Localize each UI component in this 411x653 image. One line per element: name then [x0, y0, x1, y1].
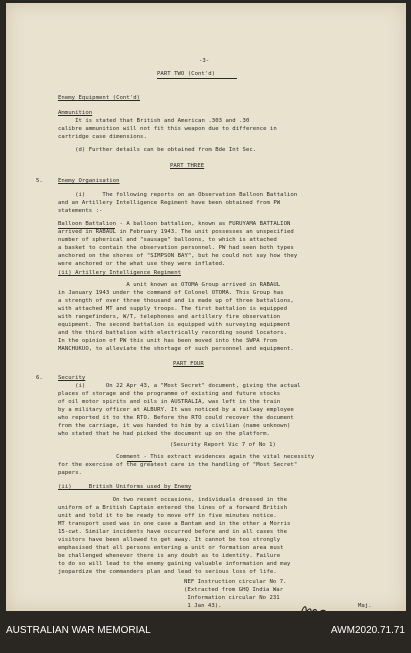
artillery-line: with attached MT and supply troops. The first battalion is equipped — [58, 306, 287, 312]
signoff-title: B M 4 Aust Inf Bde. — [302, 611, 367, 617]
artillery-line: equipment. The second battalion is equipped with surveying equipment — [58, 322, 291, 328]
ammunition-line: (d) Further details can be obtained from Bde Int Sec. — [58, 147, 257, 153]
security-heading: Security — [58, 375, 86, 381]
balloon-line: Balloon Battalion - A balloon battalion, known as FURUYAMA BATTALION — [58, 221, 291, 227]
part-four-heading: PART FOUR — [173, 361, 204, 367]
artillery-line: A unit known as OTOMA Group arrived in RABAUL — [58, 282, 281, 288]
section-6-number: 6. — [36, 375, 43, 381]
artillery-heading: (ii) Artillery Intelligence Regiment — [58, 270, 182, 276]
footer-accession-number: AWM2020.71.71 — [330, 625, 405, 636]
uniforms-line: On two recent occasions, individuals dressed in the — [58, 497, 287, 503]
uniforms-line: jeopardize the commanders plan and lead to serious loss of life. — [58, 569, 277, 575]
balloon-line: anchored on the shores of "SIMPSON BAY", but he could not say how they — [58, 253, 298, 259]
uniforms-line: be challenged whenever there is any doubt as to identity. Failure — [58, 553, 281, 559]
security-line: of oil motor spirits and oils in AUSTRALIA, was left in the train — [58, 399, 281, 405]
section-5-number: 5. — [36, 178, 43, 184]
reference-line: Information circular No 231 — [184, 595, 280, 601]
organisation-intro-line: statements :- — [58, 208, 103, 214]
security-source: (Security Report Vic 7 of No 1) — [170, 442, 276, 448]
organisation-intro-line: (i) The following reports on an Observation Balloon Battalion — [58, 192, 298, 198]
uniforms-line: 15-cwt. Similar incidents have occurred before and in all cases the — [58, 529, 287, 535]
part-two-heading: PART TWO (Cont'd) — [157, 71, 216, 77]
part-two-underline — [157, 78, 237, 79]
reference-line: NEF Instruction circular No 7. — [184, 579, 287, 585]
ammunition-heading: Ammunition — [58, 110, 93, 116]
security-line: by a military officer at ALBURY. It was noticed by a railway employee — [58, 407, 294, 413]
enemy-equipment-heading: Enemy Equipment (Cont'd) — [58, 95, 141, 101]
ammunition-line: It is stated that British and American .303 and .30 — [58, 118, 250, 124]
ammunition-line: calibre ammunition will not fit this weapon due to difference in — [58, 126, 277, 132]
footer-institution: AUSTRALIAN WAR MEMORIAL — [6, 625, 151, 636]
organisation-intro-line: and an Artillery Intelligence Regiment have been obtained from PW — [58, 200, 281, 206]
security-line: who stated that he had picked the document up on the platform. — [58, 431, 270, 437]
comment-line: for the exercise of the greatest care in the handling of "Most Secret" — [58, 462, 298, 468]
balloon-line: a basket to contain the observation personnel. PW had seen both types — [58, 245, 294, 251]
artillery-line: a strength of over three thousand and is made up of three battalions, — [58, 298, 294, 304]
uniforms-line: to do so will lead to the enemy gaining valuable information and may — [58, 561, 291, 567]
uniforms-line: MT transport used was in one case a Bantam and in the other a Morris — [58, 521, 291, 527]
uniforms-line: unit and told it to be ready to move off in five minutes notice. — [58, 513, 277, 519]
artillery-line: in January 1943 under the command of Colonel OTOMA. This Group has — [58, 290, 284, 296]
comment-line: Comment - This extract evidences again the vital necessity — [58, 454, 315, 460]
comment-line: papers. — [58, 470, 82, 476]
reference-line: 1 Jan 43). — [184, 603, 222, 609]
artillery-line: In the opinion of PW this unit has been moved into the SWPA from — [58, 338, 277, 344]
security-line: from the carriage, it was handed to him by a civilian (name unknown) — [58, 423, 291, 429]
reference-line: (Extracted from GHQ India War — [184, 587, 284, 593]
uniforms-line: uniform of a British Captain entered the lines of a forward British — [58, 505, 287, 511]
artillery-line: with rangefinders, W/T, telephones and artillery fire observation — [58, 314, 281, 320]
page-number: -3- — [199, 58, 210, 64]
balloon-line: were anchored or the what use they were inflated. — [58, 261, 226, 267]
signoff-rank: Maj. — [358, 603, 372, 609]
uniforms-line: emphasised that all persons entering a unit or formation area must — [58, 545, 284, 551]
balloon-line: number of spherical and "sausage" balloons, to which is attached — [58, 237, 277, 243]
uniforms-line: visitors have been allowed to get away. It cannot be too strongly — [58, 537, 281, 543]
artillery-line: and the third battalion with electrically recording sound locators. — [58, 330, 287, 336]
uniforms-heading: (ii) British Uniforms used by Enemy — [58, 484, 192, 490]
security-line: who reported it to the RTO. Before the RTO could recover the document — [58, 415, 294, 421]
part-three-heading: PART THREE — [170, 163, 205, 169]
security-line: places of storage and the programme of existing and future stocks — [58, 391, 281, 397]
artillery-line: MANCHUKUO, to alleviate the shortage of such personnel and equipment. — [58, 346, 294, 352]
ammunition-line: cartridge case dimensions. — [58, 134, 147, 140]
security-line: (i) On 22 Apr 43, a "Most Secret" document, giving the actual — [58, 383, 301, 389]
balloon-line: arrived in RABAUL in February 1943. The unit possesses an unspecified — [58, 229, 294, 235]
enemy-organisation-heading: Enemy Organisation — [58, 178, 120, 184]
